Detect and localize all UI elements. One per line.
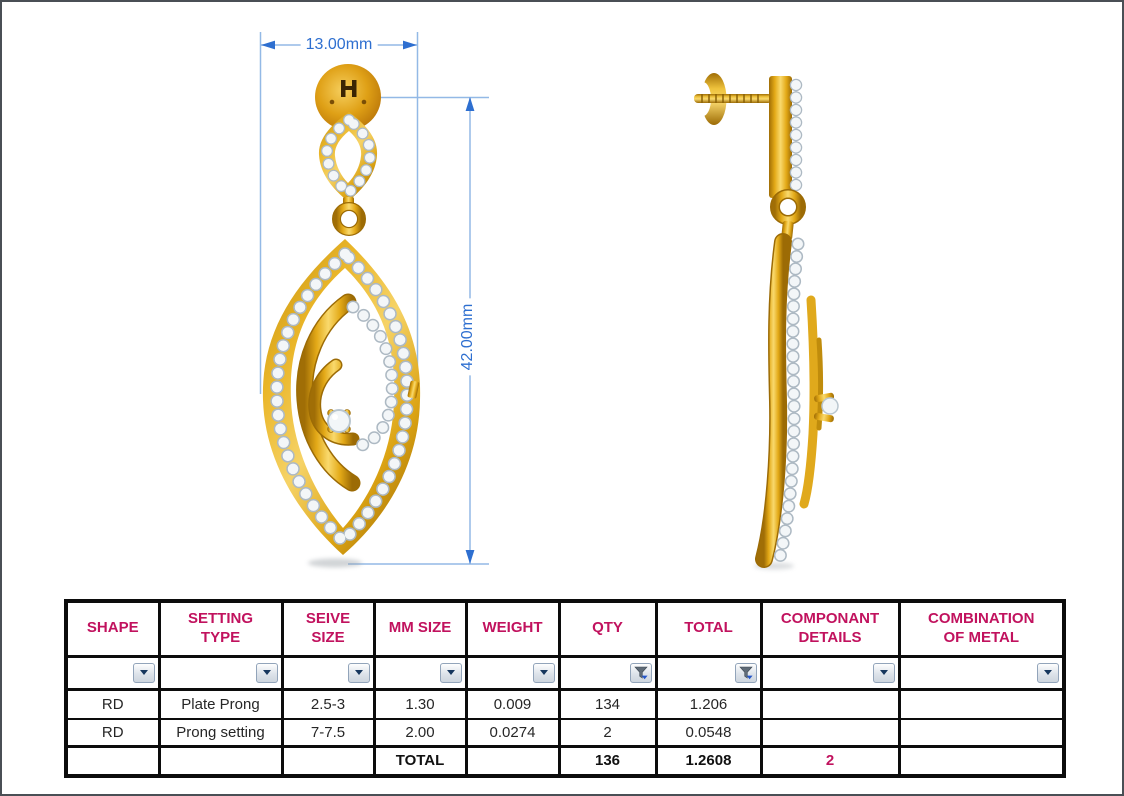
filter-button-weight[interactable]: [533, 663, 555, 683]
cell-weight: 0.0274: [466, 719, 559, 746]
cell-shape: RD: [66, 689, 159, 719]
cell-componant-details: [761, 719, 899, 746]
cell-empty: [282, 746, 374, 776]
table-row: [66, 719, 1064, 746]
col-header-setting-type: SETTING TYPE: [159, 601, 282, 656]
filter-button-componant-details[interactable]: [873, 663, 895, 683]
cell-setting-type: Plate Prong: [159, 689, 282, 719]
dropdown-arrow-icon: [263, 670, 271, 675]
cell-shape: RD: [66, 719, 159, 746]
table-row: [66, 689, 1064, 719]
filter-button-seive-size[interactable]: [348, 663, 370, 683]
filter-funnel-icon: [634, 666, 648, 680]
screw-post: [694, 94, 772, 103]
cell-combination-of-metal: [899, 689, 1064, 719]
filter-row: [66, 656, 1064, 689]
cell-qty: 2: [559, 719, 656, 746]
stud-bar: [769, 76, 792, 198]
big-marquise-rim: [263, 239, 420, 555]
cell-empty: [466, 746, 559, 776]
col-header-qty: QTY: [559, 601, 656, 656]
ground-shadow: [308, 559, 362, 568]
cell-total: 0.0548: [656, 719, 761, 746]
cell-qty: 134: [559, 689, 656, 719]
cell-empty: [159, 746, 282, 776]
dropdown-arrow-icon: [355, 670, 363, 675]
filter-button-qty[interactable]: [630, 663, 652, 683]
dropdown-arrow-icon: [447, 670, 455, 675]
table-header-row: [66, 601, 1064, 656]
dangle-blade: [764, 242, 783, 559]
total-row: [66, 746, 1064, 776]
cell-empty: [899, 746, 1064, 776]
center-stone: [328, 410, 350, 432]
cell-weight: 0.009: [466, 689, 559, 719]
dropdown-arrow-icon: [140, 670, 148, 675]
earring-side-view: [694, 73, 838, 570]
cell-seive-size: 2.5-3: [282, 689, 374, 719]
dropdown-arrow-icon: [1044, 670, 1052, 675]
dropdown-arrow-icon: [880, 670, 888, 675]
col-header-mm-size: MM SIZE: [374, 601, 466, 656]
filter-button-setting-type[interactable]: [256, 663, 278, 683]
col-header-seive-size: SEIVE SIZE: [282, 601, 374, 656]
inner-profile-band: [804, 300, 814, 504]
cell-seive-size: 7-7.5: [282, 719, 374, 746]
total-componant-details: 2: [761, 746, 899, 776]
center-stone-setting: [328, 410, 351, 433]
filter-button-mm-size[interactable]: [440, 663, 462, 683]
filter-button-shape[interactable]: [133, 663, 155, 683]
cell-mm-size: 1.30: [374, 689, 466, 719]
cell-componant-details: [761, 689, 899, 719]
cell-mm-size: 2.00: [374, 719, 466, 746]
width-dimension-label: 13.00mm: [301, 36, 378, 54]
cell-combination-of-metal: [899, 719, 1064, 746]
col-header-total: TOTAL: [656, 601, 761, 656]
filter-button-total[interactable]: [735, 663, 757, 683]
col-header-componant-details: COMPONANT DETAILS: [761, 601, 899, 656]
col-header-weight: WEIGHT: [466, 601, 559, 656]
total-qty: 136: [559, 746, 656, 776]
filter-funnel-icon: [739, 666, 753, 680]
cell-setting-type: Prong setting: [159, 719, 282, 746]
filter-button-combination-of-metal[interactable]: [1037, 663, 1059, 683]
cell-total: 1.206: [656, 689, 761, 719]
total-weight: 1.2608: [656, 746, 761, 776]
height-dimension-label: 42.00mm: [459, 299, 477, 376]
stone-spec-table: [64, 599, 1066, 778]
total-label: TOTAL: [374, 746, 466, 776]
col-header-shape: SHAPE: [66, 601, 159, 656]
dropdown-arrow-icon: [540, 670, 548, 675]
cell-empty: [66, 746, 159, 776]
col-header-combination-of-metal: COMBINATION OF METAL: [899, 601, 1064, 656]
earring-front-view: [263, 64, 420, 568]
